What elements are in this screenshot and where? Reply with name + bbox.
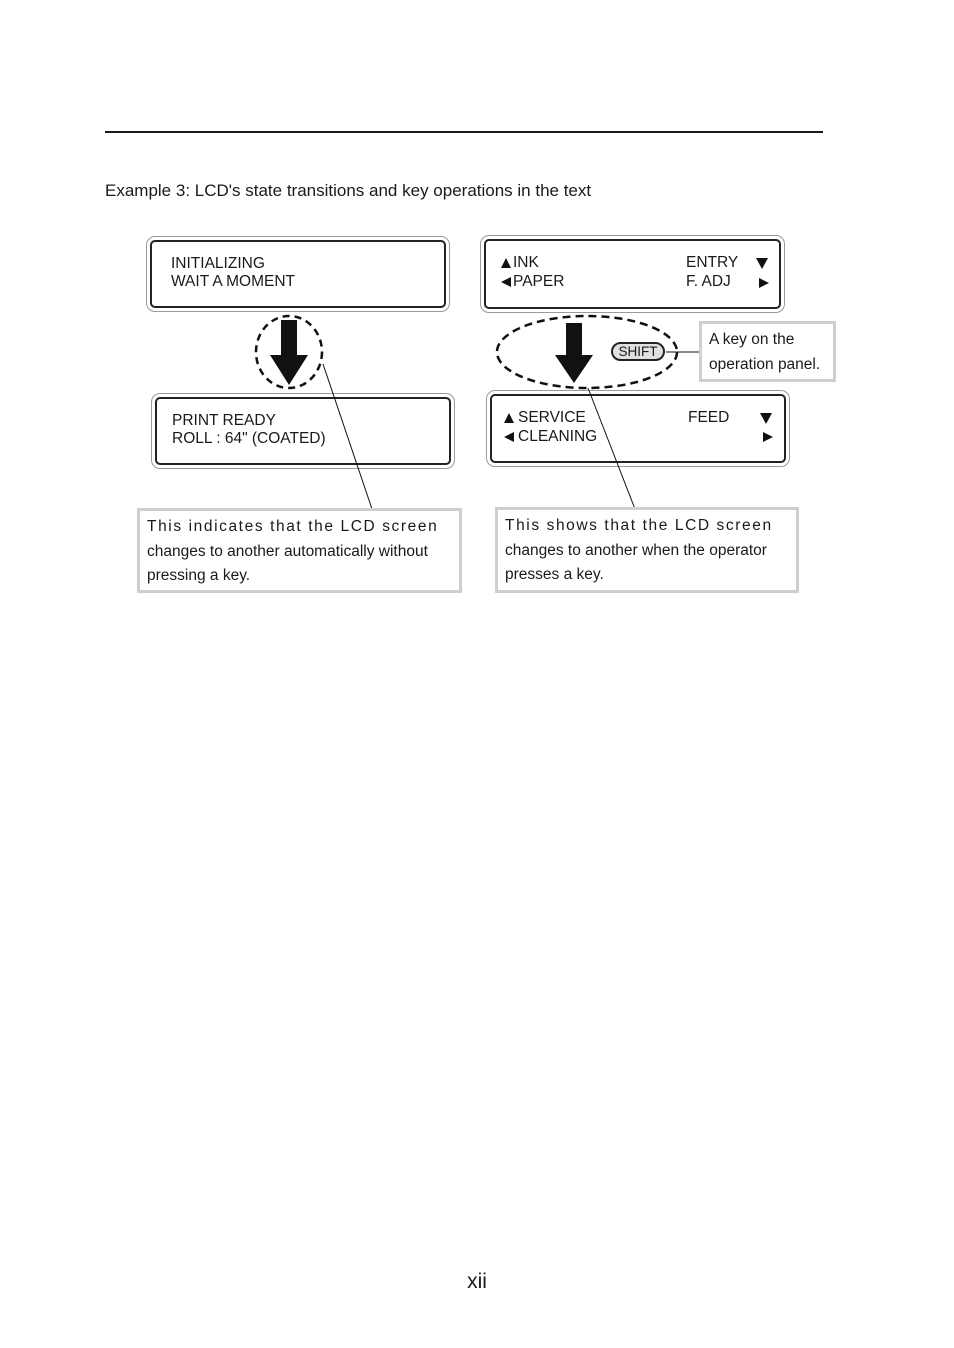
lcd-menu-cleaning-label: CLEANING [518, 428, 598, 445]
manual-note-line-1: This shows that the LCD screen [505, 517, 773, 534]
auto-note-line-3: pressing a key. [147, 567, 251, 584]
page-number: xii [467, 1270, 487, 1293]
lcd-top-right: FEED [688, 409, 730, 426]
lcd-line-2: WAIT A MOMENT [171, 273, 296, 290]
lcd-bottom-right: F. ADJ [686, 273, 731, 290]
manual-note-line-2: changes to another when the operator [505, 541, 767, 559]
lcd-line-1: INITIALIZING [171, 255, 265, 272]
example-heading: Example 3: LCD's state transitions and key operations in the text [105, 181, 592, 200]
key-note [699, 321, 836, 382]
auto-note-line-2: changes to another automatically without [147, 542, 428, 560]
manual-note-leader-line [588, 388, 635, 509]
lcd-line-2: ROLL : 64" (COATED) [172, 430, 326, 447]
key-note-line-1: A key on the [709, 331, 795, 348]
manual-transition-note [495, 507, 799, 593]
auto-note-line-1: This indicates that the LCD screen [147, 518, 439, 535]
manual-note-line-3: presses a key. [505, 566, 604, 583]
key-transition-down-arrow-icon [555, 323, 593, 383]
key-note-line-2: operation panel. [709, 356, 821, 373]
lcd-line-1: PRINT READY [172, 412, 276, 429]
lcd-menu-paper-label: PAPER [513, 273, 565, 290]
shift-key-icon: SHIFT [611, 342, 665, 361]
auto-transition-note [137, 508, 462, 593]
lcd-top-right: ENTRY [686, 254, 739, 271]
auto-note-leader-line [323, 364, 372, 509]
auto-transition-down-arrow-icon [270, 320, 308, 385]
lcd-menu-ink-label: INK [513, 254, 539, 271]
lcd-menu-service-label: SERVICE [518, 409, 586, 426]
